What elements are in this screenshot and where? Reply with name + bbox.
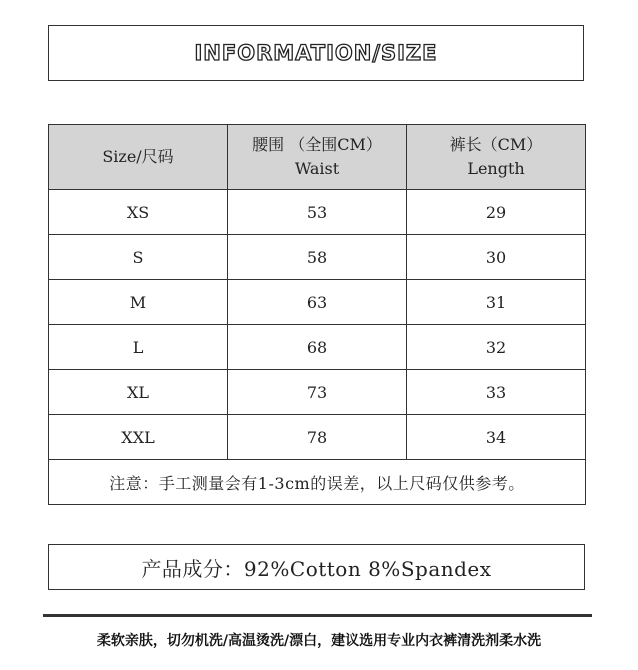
header-size — [49, 125, 228, 190]
size-cell: XL — [49, 370, 228, 415]
length-cell: 29 — [407, 190, 586, 235]
header-length — [407, 125, 586, 190]
size-cell: S — [49, 235, 228, 280]
fabric-composition — [48, 544, 585, 590]
table-header-row — [49, 125, 586, 190]
divider — [43, 614, 592, 617]
measurement-note: 注意：手工测量会有1-3cm的误差，以上尺码仅供参考。 — [49, 460, 586, 505]
header-waist-label-cn: 腰围 （全围CM） — [252, 135, 382, 154]
length-cell: 34 — [407, 415, 586, 460]
waist-cell: 53 — [228, 190, 407, 235]
header-length-label-cn: 裤长（CM） — [449, 135, 543, 154]
table-row — [49, 190, 586, 235]
length-cell: 33 — [407, 370, 586, 415]
table-row — [49, 235, 586, 280]
size-table — [48, 124, 586, 505]
header-waist-label-en: Waist — [294, 159, 340, 178]
waist-cell: 78 — [228, 415, 407, 460]
size-cell: M — [49, 280, 228, 325]
size-cell: L — [49, 325, 228, 370]
header-waist — [228, 125, 407, 190]
size-cell: XXL — [49, 415, 228, 460]
table-row — [49, 280, 586, 325]
waist-cell: 58 — [228, 235, 407, 280]
waist-cell: 63 — [228, 280, 407, 325]
page-title: INFORMATION/SIZE — [194, 41, 438, 65]
waist-cell: 73 — [228, 370, 407, 415]
title-banner — [48, 25, 584, 81]
length-cell: 31 — [407, 280, 586, 325]
header-length-label-en: Length — [467, 159, 525, 178]
size-cell: XS — [49, 190, 228, 235]
fabric-composition-text: 产品成分：92%Cotton 8%Spandex — [141, 556, 492, 581]
table-row — [49, 415, 586, 460]
table-row — [49, 370, 586, 415]
header-size-label: Size/尺码 — [102, 147, 174, 166]
table-row — [49, 325, 586, 370]
waist-cell: 68 — [228, 325, 407, 370]
length-cell: 32 — [407, 325, 586, 370]
length-cell: 30 — [407, 235, 586, 280]
care-instructions: 柔软亲肤，切勿机洗/高温烫洗/漂白，建议选用专业内衣裤清洗剂柔水洗 — [96, 633, 542, 649]
note-row — [49, 460, 586, 505]
